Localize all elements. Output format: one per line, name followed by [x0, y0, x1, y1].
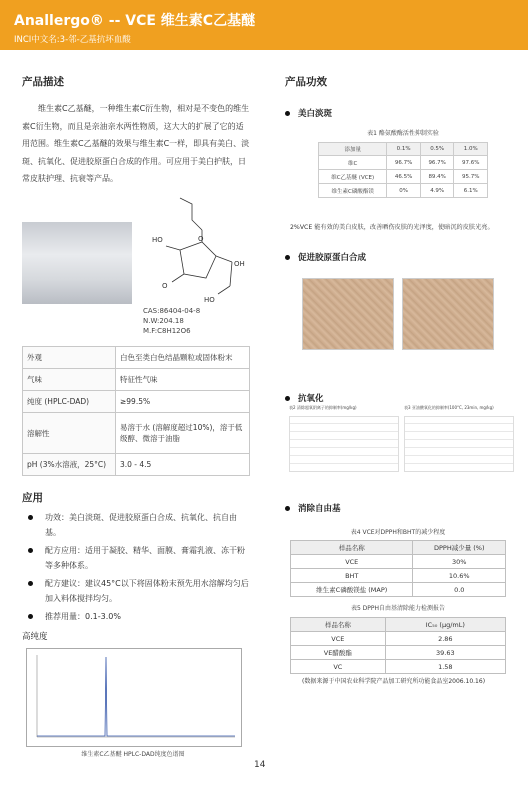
o-carbonyl-label: O — [162, 282, 168, 290]
chromatogram-plot — [27, 649, 241, 746]
cell: VE醋酸酯 — [291, 646, 386, 660]
table-row — [291, 555, 506, 569]
cell: VC — [291, 660, 386, 674]
prop-label: 溶解性 — [23, 413, 116, 454]
header-cell: 0.5% — [420, 143, 454, 156]
cell: 6.1% — [454, 184, 488, 198]
cell: 30% — [413, 555, 506, 569]
ho-top-label: HO — [152, 236, 163, 244]
collagen-photo-before — [302, 278, 394, 350]
cell: 维生素C磷酸镁盐 (MAP) — [291, 583, 413, 597]
table-row — [23, 369, 250, 391]
antioxidant-table-1 — [289, 416, 399, 472]
cell: 0% — [387, 184, 421, 198]
molecular-formula: M.F:C8H12O6 — [143, 327, 191, 335]
purity-heading: 高纯度 — [22, 632, 48, 642]
description-text: 维生素C乙基醚，一种维生素C衍生物，相对是不变色的维生素C衍生物，而且是亲油亲水两性物质，这大大的扩展了它的适用范围。维生素C乙基醚的效果与维生素C一样，即具有美白、淡斑、抗氧化、促进胶原蛋白合成的作用。可应用于美白护肤，日常皮肤护理、抗衰等产品。 — [22, 104, 250, 183]
table-row — [23, 413, 250, 454]
table4-title: 表4 VCE对DPPH和BHT的减少程度 — [350, 529, 446, 536]
antioxidant-table-2 — [404, 416, 514, 472]
table-row — [291, 646, 506, 660]
cell: 4.9% — [420, 184, 454, 198]
application-text: 配方应用：适用于凝胶、精华、面膜、膏霜乳液、冻干粉等多种体系。 — [45, 546, 245, 570]
application-text: 配方建议：建议45°C以下将固体粉末预先用水溶解均匀后加入料体搅拌均匀。 — [45, 579, 249, 603]
radical-section — [285, 502, 341, 514]
cell: 维C乙基醚 (VCE) — [319, 170, 387, 184]
bullet-icon — [285, 506, 290, 511]
bullet-icon — [285, 396, 290, 401]
table-row — [319, 156, 488, 170]
application-text: 推荐用量：0.1-3.0% — [45, 612, 121, 621]
cell: 维生素C磷酸酯镁 — [319, 184, 387, 198]
application-text: 功效：美白淡斑、促进胶原蛋白合成、抗氧化、抗自由基。 — [45, 513, 237, 537]
list-item — [28, 510, 250, 540]
description-heading: 产品描述 — [22, 76, 64, 88]
prop-value: 特征性气味 — [116, 369, 250, 391]
page-number: 14 — [254, 760, 266, 770]
header-cell: 1.0% — [454, 143, 488, 156]
properties-table — [22, 346, 250, 476]
molecular-weight: N.W:204.18 — [143, 317, 184, 325]
header-cell: 样品名称 — [291, 618, 386, 632]
cell: 0.0 — [413, 583, 506, 597]
header-cell: 添加量 — [319, 143, 387, 156]
cell: 96.7% — [387, 156, 421, 170]
cell: 89.4% — [420, 170, 454, 184]
table-row — [23, 454, 250, 476]
prop-value: 3.0 - 4.5 — [116, 454, 250, 476]
table5-title: 表5 DPPH自由基清除能力检测报告 — [350, 605, 446, 612]
table-row — [319, 143, 488, 156]
list-item — [28, 543, 250, 573]
cell: 97.6% — [454, 156, 488, 170]
tyrosinase-table — [318, 142, 488, 198]
efficacy-heading: 产品功效 — [285, 76, 327, 88]
collagen-label: 促进胶原蛋白合成 — [298, 253, 367, 263]
cell: VCE — [291, 555, 413, 569]
cell: 1.58 — [385, 660, 505, 674]
bullet-icon — [285, 111, 290, 116]
table-row — [319, 170, 488, 184]
o-ether-label: O — [198, 235, 204, 243]
radical-label: 消除自由基 — [298, 504, 341, 514]
antioxidant-caption-2: 表3 亚油酸氧化的抑制率(100°C, 23min, mg/kg) — [404, 405, 494, 410]
collagen-photo-after — [402, 278, 494, 350]
chromatogram-caption: 维生素C乙基醚 HPLC-DAD纯度色谱图 — [81, 751, 185, 758]
header-cell: IC₅₀ (μg/mL) — [385, 618, 505, 632]
whitening-label: 美白淡斑 — [298, 109, 333, 119]
prop-label: 气味 — [23, 369, 116, 391]
table-row — [23, 347, 250, 369]
antioxidant-label: 抗氧化 — [298, 394, 324, 404]
header-subtitle: INCI中文名:3-邻-乙基抗坏血酸 — [14, 35, 131, 45]
bullet-icon — [285, 255, 290, 260]
oh-label: OH — [234, 260, 245, 268]
hplc-chromatogram — [26, 648, 242, 747]
cell: 2.86 — [385, 632, 505, 646]
table-row — [291, 541, 506, 555]
data-source-note: (数据来源于中国农业科学院产品加工研究所功能食品室2006.10.16) — [302, 678, 486, 685]
header-cell: 样品名称 — [291, 541, 413, 555]
prop-label: pH (3%水溶液，25°C) — [23, 454, 116, 476]
chromatogram-peak — [37, 657, 235, 736]
prop-value: ≥99.5% — [116, 391, 250, 413]
collagen-section — [285, 251, 366, 263]
product-powder-photo — [22, 222, 132, 304]
table-row — [291, 583, 506, 597]
cell: BHT — [291, 569, 413, 583]
cell: 95.7% — [454, 170, 488, 184]
table-row — [291, 660, 506, 674]
structure-diagram — [140, 190, 250, 315]
table-row — [291, 632, 506, 646]
prop-label: 外观 — [23, 347, 116, 369]
cell: 39.63 — [385, 646, 505, 660]
ho-bottom-label: HO — [204, 296, 215, 304]
table-row — [319, 184, 488, 198]
page-header — [0, 0, 528, 50]
dpph-bht-table — [290, 540, 506, 597]
list-item — [28, 576, 250, 606]
cell: 96.7% — [420, 156, 454, 170]
cell: 46.5% — [387, 170, 421, 184]
cas-number: CAS:86404-04-8 — [143, 307, 201, 315]
table1-title: 表1 酪氨酸酶活性抑制实验 — [367, 130, 439, 137]
prop-label: 纯度 (HPLC-DAD) — [23, 391, 116, 413]
prop-value: 白色至类白色结晶颗粒或固体粉末 — [116, 347, 250, 369]
list-item — [28, 609, 250, 624]
header-cell: DPPH减少量 (%) — [413, 541, 506, 555]
cell: 10.6% — [413, 569, 506, 583]
prop-value: 易溶于水 (溶解度超过10%)，溶于低级醇、微溶于油脂 — [116, 413, 250, 454]
table-row — [291, 618, 506, 632]
antioxidant-section — [285, 392, 324, 404]
whitening-section — [285, 107, 332, 119]
antioxidant-caption-1: 表2 清除超氧阴离子的抑制率(mg/kg) — [289, 405, 357, 410]
table-row — [291, 569, 506, 583]
applications-heading: 应用 — [22, 492, 43, 504]
table-row — [23, 391, 250, 413]
header-cell: 0.1% — [387, 143, 421, 156]
cell: VCE — [291, 632, 386, 646]
header-title: Anallergo® -- VCE 维生素C乙基醚 — [14, 13, 256, 29]
whitening-note: 2%VCE 能有效的美白皮肤，改善晒伤皮肤的光泽度，使暗沉的皮肤光亮。 — [290, 224, 494, 231]
cell: 维C — [319, 156, 387, 170]
dpph-ic50-table — [290, 617, 506, 674]
